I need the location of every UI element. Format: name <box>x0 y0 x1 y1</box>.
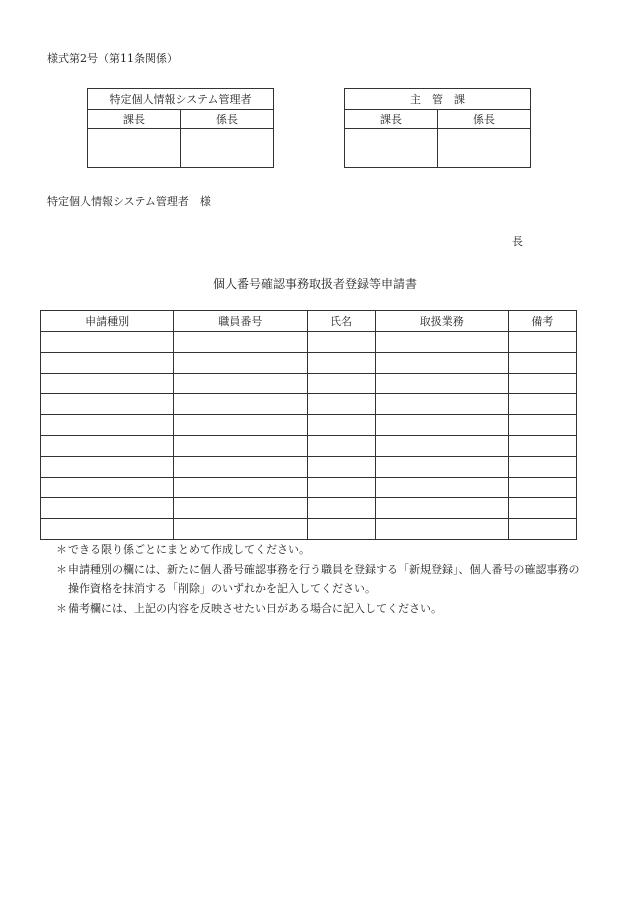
note-asterisk: ＊ <box>56 601 67 615</box>
table-cell[interactable] <box>41 394 174 415</box>
approval-box-system-manager <box>87 88 274 168</box>
table-row <box>41 373 577 394</box>
table-cell[interactable] <box>41 415 174 436</box>
notes-section <box>56 540 586 618</box>
table-cell[interactable] <box>508 498 576 519</box>
table-row <box>41 352 577 373</box>
header-name: 氏名 <box>307 311 375 332</box>
table-body <box>41 332 577 540</box>
table-row <box>41 456 577 477</box>
table-row <box>41 519 577 540</box>
approval-col-section-chief: 課長 <box>88 110 181 129</box>
note-text: 備考欄には、上記の内容を反映させたい日がある場合に記入してください。 <box>68 601 442 615</box>
table-cell[interactable] <box>307 456 375 477</box>
table-cell[interactable] <box>307 435 375 456</box>
table-cell[interactable] <box>307 519 375 540</box>
table-cell[interactable] <box>174 332 307 353</box>
seal-box-subsection-chief[interactable] <box>438 129 531 168</box>
table-cell[interactable] <box>41 373 174 394</box>
table-cell[interactable] <box>508 332 576 353</box>
table-cell[interactable] <box>375 435 508 456</box>
table-cell[interactable] <box>307 352 375 373</box>
application-table <box>40 310 577 540</box>
header-duties: 取扱業務 <box>375 311 508 332</box>
note-item <box>56 599 586 619</box>
table-header-row <box>41 311 577 332</box>
table-row <box>41 332 577 353</box>
table-cell[interactable] <box>375 477 508 498</box>
seal-box-subsection-chief[interactable] <box>181 129 274 168</box>
approval-box-managing-section <box>344 88 531 168</box>
table-cell[interactable] <box>174 498 307 519</box>
table-cell[interactable] <box>508 373 576 394</box>
table-cell[interactable] <box>508 352 576 373</box>
note-text: 申請種別の欄には、新たに個人番号確認事務を行う職員を登録する「新規登録」、個人番号の確認事務の操作資格を抹消する「削除」のいずれかを記入してください。 <box>68 562 580 595</box>
table-cell[interactable] <box>174 519 307 540</box>
note-asterisk: ＊ <box>56 562 67 576</box>
table-cell[interactable] <box>41 435 174 456</box>
table-cell[interactable] <box>508 415 576 436</box>
table-cell[interactable] <box>375 394 508 415</box>
note-item <box>56 540 586 560</box>
table-cell[interactable] <box>41 332 174 353</box>
table-cell[interactable] <box>174 352 307 373</box>
table-cell[interactable] <box>307 332 375 353</box>
table-cell[interactable] <box>508 477 576 498</box>
table-cell[interactable] <box>41 456 174 477</box>
table-cell[interactable] <box>174 373 307 394</box>
document-title: 個人番号確認事務取扱者登録等申請書 <box>212 277 417 291</box>
form-number: 様式第2号（第11条関係） <box>47 52 178 65</box>
table-cell[interactable] <box>307 394 375 415</box>
approval-box-title: 主 管 課 <box>345 89 531 110</box>
approval-col-section-chief: 課長 <box>345 110 438 129</box>
table-cell[interactable] <box>307 373 375 394</box>
table-row <box>41 394 577 415</box>
table-cell[interactable] <box>375 373 508 394</box>
table-cell[interactable] <box>508 456 576 477</box>
table-row <box>41 477 577 498</box>
table-cell[interactable] <box>307 498 375 519</box>
table-cell[interactable] <box>375 332 508 353</box>
approval-col-subsection-chief: 係長 <box>438 110 531 129</box>
table-cell[interactable] <box>307 415 375 436</box>
table-cell[interactable] <box>174 415 307 436</box>
table-row <box>41 415 577 436</box>
seal-box-section-chief[interactable] <box>88 129 181 168</box>
note-asterisk: ＊ <box>56 543 67 556</box>
table-cell[interactable] <box>41 519 174 540</box>
note-item <box>56 560 586 599</box>
seal-box-section-chief[interactable] <box>345 129 438 168</box>
table-cell[interactable] <box>41 477 174 498</box>
approval-box-title: 特定個人情報システム管理者 <box>88 89 274 110</box>
table-row <box>41 498 577 519</box>
table-cell[interactable] <box>307 477 375 498</box>
table-row <box>41 435 577 456</box>
header-employee-number: 職員番号 <box>174 311 307 332</box>
table-cell[interactable] <box>375 415 508 436</box>
table-cell[interactable] <box>41 498 174 519</box>
table-cell[interactable] <box>41 352 174 373</box>
table-cell[interactable] <box>375 519 508 540</box>
table-cell[interactable] <box>375 498 508 519</box>
table-cell[interactable] <box>174 456 307 477</box>
table-cell[interactable] <box>174 477 307 498</box>
header-application-type: 申請種別 <box>41 311 174 332</box>
approval-col-subsection-chief: 係長 <box>181 110 274 129</box>
table-cell[interactable] <box>174 394 307 415</box>
header-remarks: 備考 <box>508 311 576 332</box>
note-text: できる限り係ごとにまとめて作成してください。 <box>68 543 310 556</box>
table-cell[interactable] <box>174 435 307 456</box>
table-cell[interactable] <box>508 519 576 540</box>
sender-line[interactable]: 長 <box>512 235 523 248</box>
table-cell[interactable] <box>508 435 576 456</box>
table-cell[interactable] <box>375 456 508 477</box>
addressee: 特定個人情報システム管理者 様 <box>47 195 211 208</box>
table-cell[interactable] <box>508 394 576 415</box>
table-cell[interactable] <box>375 352 508 373</box>
